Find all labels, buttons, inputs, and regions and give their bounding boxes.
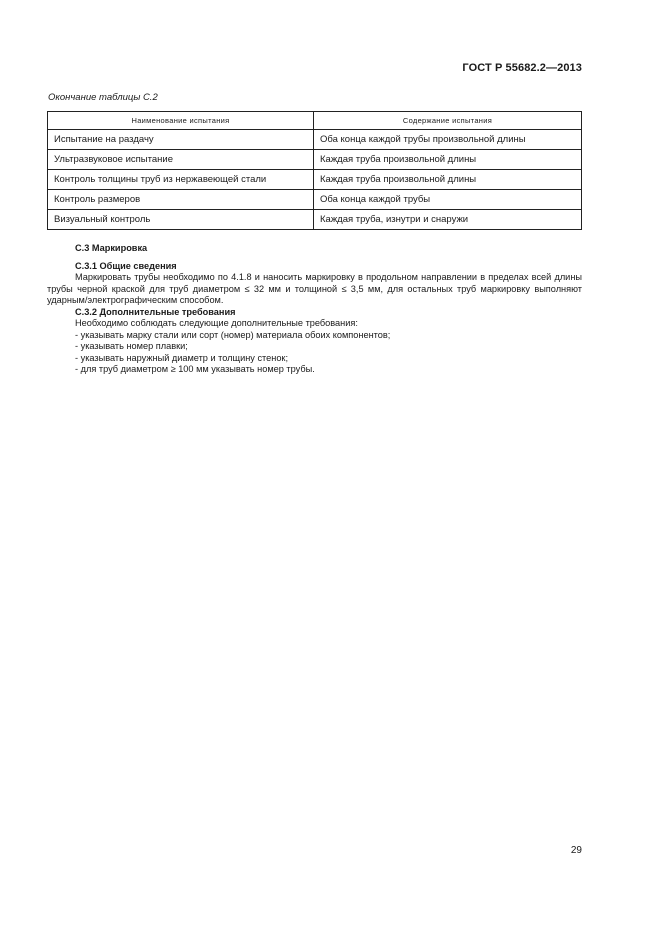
cell-test-name: Контроль толщины труб из нержавеющей стали — [48, 170, 314, 190]
cell-test-content: Каждая труба произвольной длины — [314, 150, 582, 170]
list-item: - указывать марку стали или сорт (номер) материала обоих компонентов; — [75, 329, 391, 340]
section-c31-title: С.3.1 Общие сведения — [75, 260, 177, 271]
table-row — [48, 130, 582, 150]
column-header-test-name: Наименование испытания — [48, 112, 314, 130]
cell-test-name: Визуальный контроль — [48, 210, 314, 230]
table-row — [48, 170, 582, 190]
table-row — [48, 210, 582, 230]
table-row — [48, 150, 582, 170]
cell-test-content: Каждая труба произвольной длины — [314, 170, 582, 190]
table-row — [48, 190, 582, 210]
cell-test-name: Контроль размеров — [48, 190, 314, 210]
cell-test-content: Каждая труба, изнутри и снаружи — [314, 210, 582, 230]
column-header-test-content: Содержание испытания — [314, 112, 582, 130]
requirements-list — [47, 330, 582, 376]
section-marking — [47, 243, 582, 376]
section-c32-intro: Необходимо соблюдать следующие дополнительные требования: — [75, 318, 358, 328]
list-item: - указывать номер плавки; — [75, 341, 188, 351]
tests-table — [47, 111, 582, 230]
document-standard-number: ГОСТ Р 55682.2—2013 — [462, 62, 582, 74]
section-c31-text: Маркировать трубы необходимо по 4.1.8 и наносить маркировку в продольном направлении в пределах всей длины трубы черной краской для труб диаметром ≤ 32 мм и толщиной ≤ 3,5 мм, для остальных труб маркировку выполняют ударным/электрографическим способом. — [47, 272, 582, 305]
table-caption: Окончание таблицы С.2 — [48, 92, 158, 103]
cell-test-content: Оба конца каждой трубы — [314, 190, 582, 210]
cell-test-name: Ультразвуковое испытание — [48, 150, 314, 170]
page-number: 29 — [570, 845, 582, 856]
section-c3-title: С.3 Маркировка — [75, 243, 148, 253]
list-item: - указывать наружный диаметр и толщину стенок; — [75, 352, 289, 363]
list-item: - для труб диаметром ≥ 100 мм указывать номер трубы. — [75, 364, 315, 374]
section-c32-title: С.3.2 Дополнительные требования — [75, 306, 236, 317]
cell-test-content: Оба конца каждой трубы произвольной длины — [314, 130, 582, 150]
table-header-row — [48, 112, 582, 130]
cell-test-name: Испытание на раздачу — [48, 130, 314, 150]
